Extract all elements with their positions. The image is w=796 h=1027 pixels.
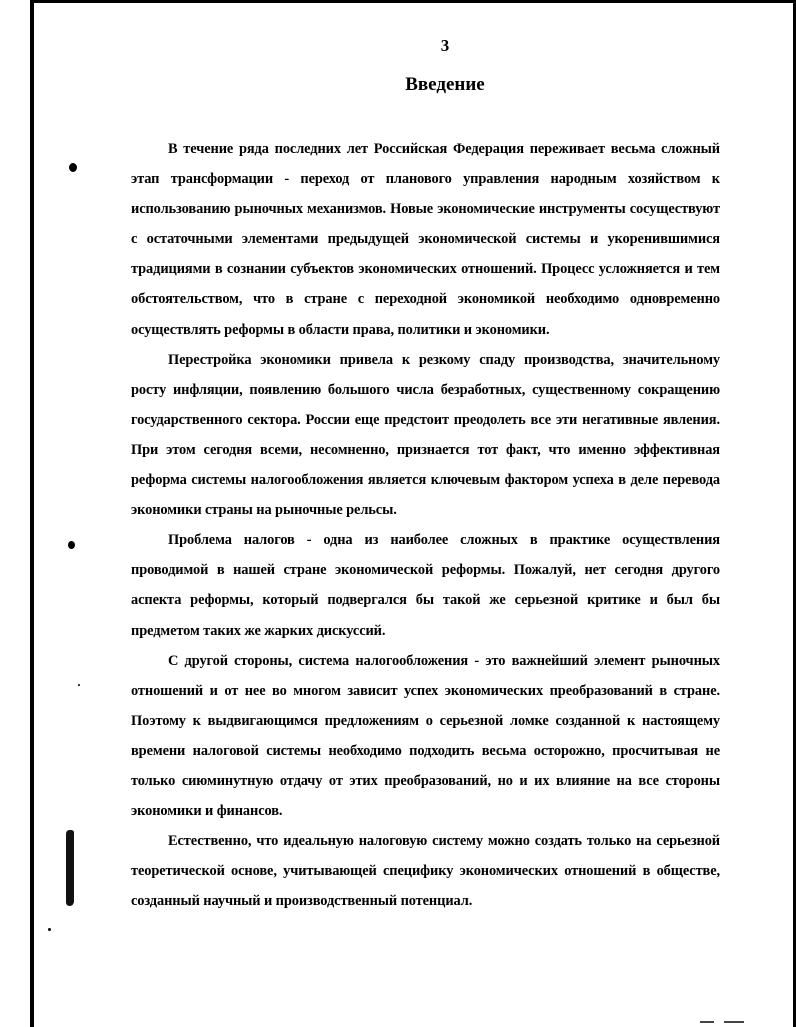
page-number: 3: [440, 36, 450, 55]
scan-artifact: [724, 1021, 744, 1023]
scan-frame-left: [30, 0, 34, 1027]
paragraph-2: Перестройка экономики привела к резкому спаду производства, значительному росту инфляции, появлению большого числа безработных, существенному сокращению государственного сектора. России еще предстоит преодолеть все эти негативные явления. При этом сегодня всеми, несомненно, признается тот факт, что именно эффективная реформа системы налогообложения является ключевым фактором успеха в деле перевода экономики страны на рыночные рельсы.: [131, 351, 720, 519]
document-body: [131, 134, 720, 916]
scan-speck: [78, 684, 80, 686]
binding-smudge: [66, 830, 74, 906]
paragraph-3: Проблема налогов - одна из наиболее сложных в практике осуществления проводимой в нашей стране экономической реформы. Пожалуй, нет сегодня другого аспекта реформы, который подвергался бы такой же серьезной критике и был бы предметом таких же жарких дискуссий.: [131, 532, 720, 639]
scan-speck: [48, 928, 51, 931]
paragraph-4: С другой стороны, система налогообложения - это важнейший элемент рыночных отношений и от нее во многом зависит успех экономических преобразований в стране. Поэтому к выдвигающимся предложениям о серьезной ломке созданной к настоящему времени налоговой системы необходимо подходить весьма осторожно, просчитывая не только сиюминутную отдачу от этих преобразований, но и их влияние на все стороны экономики и финансов.: [131, 652, 720, 820]
scan-artifact: [700, 1021, 714, 1023]
punch-hole-mark: [69, 163, 77, 172]
scan-frame-top: [30, 0, 796, 3]
paragraph-1: В течение ряда последних лет Российская Федерация переживает весьма сложный этап трансформации - переход от планового управления народным хозяйством к использованию рыночных механизмов. Новые экономические инструменты сосуществуют с остаточными элементами предыдущей экономической системы и укоренившимися традициями в сознании субъектов экономических отношений. Процесс усложняется и тем обстоятельством, что в стране с переходной экономикой необходимо одновременно осуществлять реформы в области права, политики и экономики.: [131, 141, 720, 338]
page-title: Введение: [405, 74, 485, 95]
punch-hole-mark: [68, 541, 75, 549]
paragraph-5: Естественно, что идеальную налоговую систему можно создать только на серьезной теоретической основе, учитывающей специфику экономических отношений в обществе, созданный научный и производственный потенциал.: [131, 833, 720, 910]
